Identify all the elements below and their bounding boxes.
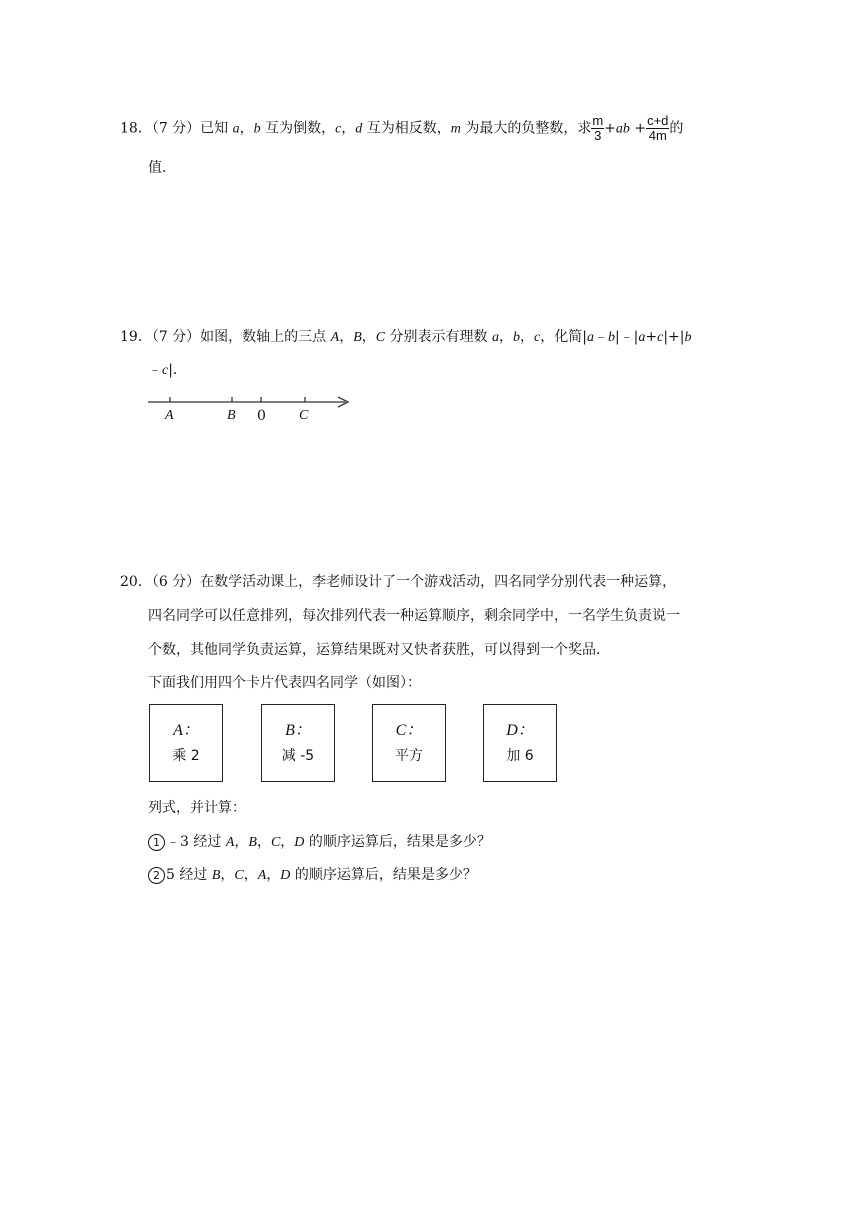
q19-var-a: a [492, 330, 499, 345]
q20-sep: ， [266, 867, 281, 883]
q19-expr-b: b [684, 330, 692, 345]
card-letter: A： [173, 722, 199, 739]
q19-sep: ， [361, 329, 376, 345]
q20-p2-text: 5 经过 [166, 867, 212, 883]
q18-var-c: c [335, 121, 342, 137]
q20-line1: 20．（6 分）在数学活动课上，李老师设计了一个游戏活动，四名同学分别代表一种运算， [120, 574, 677, 590]
q20-part1 [148, 832, 491, 853]
q20-p1-text: ﹣3 经过 [166, 834, 226, 850]
q20-part2 [148, 865, 477, 886]
q19-expr-c: c [162, 363, 169, 378]
number-line-label-C: C [299, 408, 309, 423]
q20-line5: 列式，并计算： [148, 800, 246, 816]
card-B [261, 704, 335, 782]
q18-prefix: 18．（7 分）已知 [120, 120, 233, 137]
q20-p1-C: C [270, 835, 281, 850]
card-C [372, 704, 446, 782]
card-operation: 平方 [395, 748, 423, 764]
card-letter: C： [395, 722, 423, 739]
q20-p2-A: A [257, 868, 267, 883]
q19-point-C: C [375, 330, 386, 345]
q19-expr-a: a [586, 330, 594, 345]
q20-p1-D: D [294, 835, 305, 850]
q18-fraction-m-over-3 [591, 114, 604, 143]
number-line-label-B: B [227, 408, 236, 423]
card-letter: B： [285, 722, 311, 739]
q19-point-B: B [353, 330, 362, 345]
q18-text: 互为相反数， [362, 120, 451, 137]
q18-var-a: a [232, 121, 240, 137]
q19-line2 [148, 360, 187, 381]
q18-plus: + [604, 120, 616, 137]
q20-p2-B: B [211, 868, 221, 883]
q19-expr-op: ﹣ [593, 329, 608, 345]
q20-p2-D: D [280, 868, 291, 883]
q18-sep: ， [239, 120, 254, 137]
q19-line1 [120, 327, 692, 348]
fraction-denominator: 4m [648, 128, 667, 143]
card-D [483, 704, 557, 782]
q20-p1-B: B [248, 835, 257, 850]
q20-line3: 个数，其他同学负责运算，运算结果既对又快者获胜，可以得到一个奖品． [148, 642, 610, 658]
q20-p1-A: A [225, 835, 235, 850]
q19-sep: ， [499, 329, 513, 345]
q20-sep: ， [256, 834, 271, 850]
q19-expr-op: |﹣| [614, 329, 639, 345]
q20-line4: 下面我们用四个卡片代表四名同学（如图）： [148, 675, 421, 691]
q19-var-b: b [513, 330, 520, 345]
number-line-label-zero: 0 [257, 408, 266, 424]
q19-point-A: A [330, 330, 340, 345]
q20-p2-text: 的顺序运算后，结果是多少？ [290, 867, 477, 883]
circled-number-1: 1 [148, 834, 165, 851]
q18-var-b: b [253, 121, 261, 137]
q20-sep: ， [220, 867, 235, 883]
q19-sep: ， [339, 329, 354, 345]
q18-sep: ， [341, 120, 356, 137]
q19-expr-b: b [607, 330, 615, 345]
q19-expr-a: a [638, 330, 646, 345]
q18-var-m: m [450, 121, 461, 137]
card-letter: D： [506, 722, 534, 739]
q18-plus: + [629, 120, 647, 137]
q20-sep: ， [243, 867, 258, 883]
number-line-label-A: A [165, 408, 174, 423]
card-A [149, 704, 223, 782]
q19-var-c: c [534, 330, 541, 345]
fraction-numerator: m [592, 113, 604, 128]
fraction-numerator: c+d [647, 113, 669, 128]
q19-prefix: 19．（7 分）如图，数轴上的三点 [120, 329, 331, 345]
q18-line1 [120, 114, 683, 143]
q19-text: ，化简| [540, 329, 587, 345]
q18-line2: 值． [148, 160, 176, 176]
card-operation: 减 -5 [281, 748, 315, 764]
q18-text: 互为倒数， [260, 120, 336, 137]
q18-text: 为最大的负整数，求 [460, 120, 592, 137]
q20-sep: ， [234, 834, 249, 850]
q19-expr-end: |． [168, 362, 187, 378]
q18-fraction-cd-over-4m [646, 114, 669, 143]
card-operation: 乘 2 [172, 748, 200, 764]
q19-expr-op: |+| [663, 329, 685, 345]
q18-var-d: d [355, 121, 363, 137]
q19-expr-c: c [657, 330, 664, 345]
card-operation: 加 6 [506, 748, 534, 764]
q19-text: 分别表示有理数 [385, 329, 492, 345]
q18-text: 的 [669, 120, 684, 137]
number-line [145, 393, 355, 409]
q20-p1-text: 的顺序运算后，结果是多少？ [304, 834, 491, 850]
q19-sep: ， [520, 329, 534, 345]
q20-p2-C: C [234, 868, 244, 883]
q19-expr-op: + [645, 329, 658, 345]
q19-expr-op: ﹣ [148, 362, 162, 378]
circled-number-2: 2 [148, 867, 165, 884]
fraction-denominator: 3 [594, 128, 602, 143]
q18-var-ab: ab [615, 121, 630, 137]
q20-line2: 四名同学可以任意排列，每次排列代表一种运算顺序，剩余同学中，一名学生负责说一 [148, 608, 680, 624]
q20-sep: ， [280, 834, 295, 850]
